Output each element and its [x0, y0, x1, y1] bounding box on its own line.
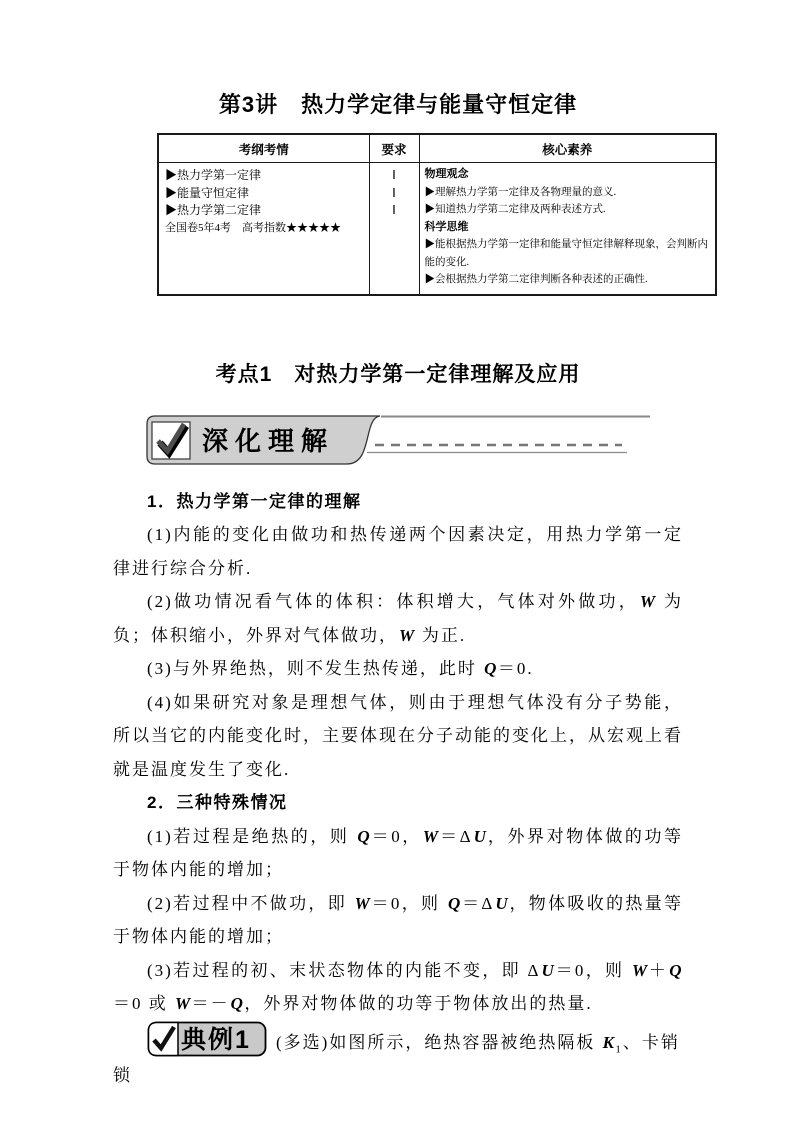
paragraph: (4)如果研究对象是理想气体，则由于理想气体没有分子势能，所以当它的内能变化时，主要体现在分子动能的变化上，从宏观上看就是温度发生了变化. [113, 692, 683, 779]
table-body-row [158, 163, 716, 295]
core-section-heading: 科学思维 [424, 220, 469, 233]
numbered-heading: 2．三种特殊情况 [147, 793, 288, 812]
col-header-core: 核心素养 [419, 134, 716, 163]
core-item: ▶理解热力学第一定律及各物理量的意义. [424, 186, 617, 198]
requirement-level: Ⅰ [392, 203, 396, 217]
col-header-requirement: 要求 [369, 134, 419, 163]
core-section-heading: 物理观念 [424, 168, 469, 180]
core-item: ▶会根据热力学第二定律判断各种表述的正确性. [424, 274, 648, 285]
page-title: 第3讲 热力学定律与能量守恒定律 [218, 92, 578, 117]
example-intro-text: (多选)如图所示，绝热容器被绝热隔板 $K_1$、卡销锁 [113, 1032, 680, 1085]
study-text-block [113, 485, 683, 1093]
requirement-level: Ⅰ [392, 168, 396, 182]
table-header-row [158, 134, 716, 163]
paragraph: (1)若过程是绝热的，则 Q＝0，W＝ΔU，外界对物体做的功等于物体内能的增加； [113, 826, 684, 879]
core-item: ▶知道热力学第二定律及两种表述方式. [424, 204, 606, 215]
syllabus-item: ▶能量守恒定律 [165, 185, 250, 200]
syllabus-item: ▶热力学第一定律 [165, 168, 262, 182]
requirement-level: Ⅰ [392, 185, 396, 200]
paragraph: (3)与外界绝热，则不发生热传递，此时 Q＝0. [147, 659, 534, 678]
badge-label: 典例1 [181, 1025, 251, 1054]
paragraph: (2)若过程中不做功，即 W＝0，则 Q＝ΔU，物体吸收的热量等于物体内能的增加； [113, 893, 684, 946]
numbered-heading: 1．热力学第一定律的理解 [147, 491, 362, 511]
col-header-syllabus: 考纲考情 [158, 134, 369, 163]
page-content [113, 0, 708, 1093]
paragraph: (2)做功情况看气体的体积：体积增大，气体对外做功，W 为负；体积缩小，外界对气体做功，W 为正. [113, 592, 683, 645]
syllabus-cell [158, 163, 369, 295]
exam-overview-table [157, 133, 717, 296]
requirement-cell [369, 163, 419, 295]
syllabus-item: ▶热力学第二定律 [165, 203, 262, 217]
example-paragraph [113, 1021, 683, 1093]
deepen-understanding-banner [145, 414, 690, 467]
banner-label: 深化理解 [202, 425, 335, 456]
syllabus-footer: 全国卷5年4考 高考指数★★★★★ [165, 221, 341, 234]
core-item: ▶能根据热力学第一定律和能量守恒定律解释现象，会判断内能的变化. [424, 239, 708, 268]
paragraph: (3)若过程的初、末状态物体的内能不变，即 ΔU＝0，则 W＋Q＝0 或 W＝－Q，外界对物体做的功等于物体放出的热量. [113, 960, 683, 1013]
core-literacy-cell [419, 163, 716, 295]
example-badge [147, 1021, 267, 1057]
section-heading: 考点1 对热力学第一定律理解及应用 [215, 362, 581, 386]
paragraph: (1)内能的变化由做功和热传递两个因素决定，用热力学第一定律进行综合分析. [113, 525, 683, 578]
